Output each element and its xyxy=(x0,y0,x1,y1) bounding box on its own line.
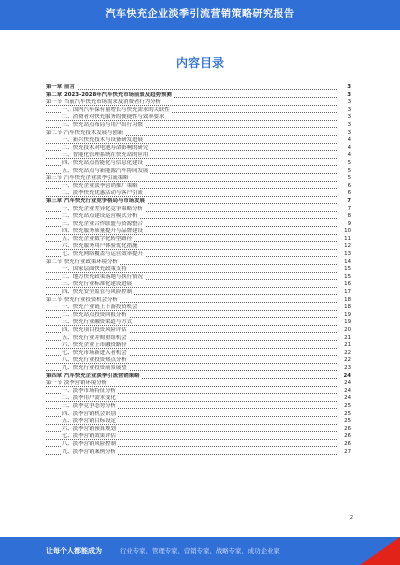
toc-entry-label: 二、快充站点建设运营模式分析 xyxy=(62,213,138,220)
toc-entry-page: 3 xyxy=(347,99,351,106)
toc-entry[interactable] xyxy=(46,198,351,206)
toc-entry-label: 一、国家层面快充政策支持 xyxy=(62,266,127,273)
toc-entry-page: 7 xyxy=(347,205,351,212)
toc-entry-page: 7 xyxy=(347,197,351,204)
toc-entry-page: 11 xyxy=(344,235,351,242)
toc-entry[interactable] xyxy=(46,319,351,327)
toc-entry[interactable] xyxy=(46,107,351,115)
toc-entry[interactable] xyxy=(46,395,351,403)
toc-entry-label: 三、快充行业融资渠道与方式 xyxy=(62,319,133,326)
toc-entry[interactable] xyxy=(46,168,351,176)
toc-entry-label: 六、快充企业上市融资路径 xyxy=(62,342,127,349)
toc-entry[interactable] xyxy=(46,411,351,419)
toc-entry-page: 4 xyxy=(347,137,351,144)
toc-entry-label: 第一节 当前汽车快充市场需求及消费者行为分析 xyxy=(46,99,161,106)
page-number: 2 xyxy=(349,515,353,521)
report-header-bar xyxy=(0,0,400,30)
toc-entry[interactable] xyxy=(46,213,351,221)
toc-entry-page: 17 xyxy=(344,289,351,296)
footer-slogan: 让每个人都能成为 xyxy=(46,547,102,555)
toc-heading: 内容目录 xyxy=(175,56,224,70)
toc-entry[interactable] xyxy=(46,266,351,274)
toc-entry-page: 3 xyxy=(347,121,351,128)
toc-entry-label: 第二节 汽车快充技术发展与创新 xyxy=(46,129,124,136)
toc-entry-label: 五、快充站点与新能源汽车协同发展 xyxy=(62,167,149,174)
toc-entry-label: 九、快充行业投资前景展望 xyxy=(62,364,127,371)
toc-entry-label: 四、淡季营销机会识别 xyxy=(62,410,116,417)
toc-entry-label: 七、快充网络覆盖与运营效率提升 xyxy=(62,251,143,258)
toc-entry-page: 5 xyxy=(347,159,351,166)
toc-entry-page: 13 xyxy=(344,251,351,258)
toc-entry-page: 21 xyxy=(344,334,351,341)
toc-entry-page: 5 xyxy=(347,167,351,174)
toc-entry[interactable] xyxy=(46,251,351,259)
toc-entry-page: 24 xyxy=(344,387,351,394)
toc-entry-label: 二、淡季快充优惠活动与客户引流 xyxy=(62,190,143,197)
toc-entry[interactable] xyxy=(46,312,351,320)
toc-entry[interactable] xyxy=(46,175,351,183)
toc-entry-label: 四、快充安全监管与风险控制 xyxy=(62,289,133,296)
toc-dot-leader xyxy=(46,84,337,90)
toc-entry[interactable] xyxy=(46,304,351,312)
toc-entry[interactable] xyxy=(46,183,351,191)
toc-entry-label: 八、快充行业投资热点分析 xyxy=(62,357,127,364)
toc-entry[interactable] xyxy=(46,236,351,244)
toc-entry-page: 18 xyxy=(344,296,351,303)
toc-entry-page: 14 xyxy=(344,258,351,265)
toc-entry[interactable] xyxy=(46,418,351,426)
toc-entry[interactable] xyxy=(46,130,351,138)
toc-entry[interactable] xyxy=(46,137,351,145)
toc-entry-label: 五、淡季营销目标设定 xyxy=(62,418,116,425)
toc-entry-page: 26 xyxy=(344,433,351,440)
toc-entry[interactable] xyxy=(46,441,351,449)
toc-entry-label: 一、快充企业差异化竞争策略分析 xyxy=(62,205,143,212)
toc-entry[interactable] xyxy=(46,92,351,100)
toc-entry-label: 一、快充产业链上下游投资机会 xyxy=(62,304,138,311)
toc-entry[interactable] xyxy=(46,206,351,214)
toc-entry[interactable] xyxy=(46,289,351,297)
toc-entry-page: 16 xyxy=(344,281,351,288)
toc-entry-page: 3 xyxy=(347,106,351,113)
toc-entry-label: 三、智能化管理系统在快充站的应用 xyxy=(62,152,149,159)
toc-entry-label: 二、地方快充政策落地与执行情况 xyxy=(62,273,143,280)
toc-entry[interactable] xyxy=(46,449,351,457)
toc-entry-label: 第三节 汽车快充企业淡季引流策略 xyxy=(46,175,129,182)
toc-entry-label: 二、消费者对快充服务的便捷性与效率要求 xyxy=(62,114,165,121)
toc-entry-page: 3 xyxy=(347,91,351,98)
toc-entry-page: 10 xyxy=(344,228,351,235)
toc-entry-page: 19 xyxy=(344,311,351,318)
toc-entry-label: 六、淡季营销预算规划 xyxy=(62,425,116,432)
toc-entry-label: 第三节 快充行业投资机会分析 xyxy=(46,296,118,303)
toc-entry-label: 三、快充行业标准化建设进展 xyxy=(62,281,133,288)
toc-entry-label: 九、淡季营销案例分析 xyxy=(62,448,116,455)
toc-entry-label: 三、淡季竞争态势分析 xyxy=(62,402,116,409)
toc-entry[interactable] xyxy=(46,152,351,160)
toc-entry-label: 四、快充站点智能化与信息化建设 xyxy=(62,159,143,166)
toc-entry-label: 第一章 前言 xyxy=(46,84,75,90)
toc-entry-label: 第二章 2023-2028年汽车快充市场前景及趋势预测 xyxy=(46,91,172,98)
toc-entry-page: 9 xyxy=(347,220,351,227)
toc-entry-label: 一、国内汽车保有量增长与快充需求的关联性 xyxy=(62,106,170,113)
toc-entry-page: 3 xyxy=(347,84,351,90)
toc-entry-label: 一、新兴快充技术与设备研发进展 xyxy=(62,137,143,144)
toc-entry-label: 一、淡季市场特征分析 xyxy=(62,387,116,394)
toc-entry-page: 24 xyxy=(343,372,351,379)
toc-entry[interactable] xyxy=(46,426,351,434)
toc-entry[interactable] xyxy=(46,365,351,373)
toc-entry-page: 25 xyxy=(344,418,351,425)
toc-entry[interactable] xyxy=(46,228,351,236)
toc-entry-page: 4 xyxy=(347,144,351,151)
toc-entry[interactable] xyxy=(46,342,351,350)
toc-entry-page: 24 xyxy=(344,395,351,402)
toc-entry-label: 第二节 快充行业政策环境分析 xyxy=(46,258,118,265)
footer-tags: 行业专家、管理专家、营销专家、战略专家、成功企业家 xyxy=(120,547,280,555)
toc-entry-page: 20 xyxy=(344,327,351,333)
toc-entry-page: 22 xyxy=(344,349,351,356)
toc-entry-label: 二、快充站点投资回报分析 xyxy=(62,311,127,318)
footer-red-corner xyxy=(360,537,400,565)
toc-entry-page: 15 xyxy=(344,266,351,273)
toc-entry[interactable] xyxy=(46,297,351,305)
toc-entry-page: 23 xyxy=(344,364,351,371)
toc-entry-page: 19 xyxy=(344,319,351,326)
toc-entry-page: 27 xyxy=(344,448,351,455)
toc-entry[interactable] xyxy=(46,122,351,130)
toc-entry-page: 6 xyxy=(347,182,351,189)
toc-entry[interactable] xyxy=(46,403,351,411)
toc-entry-label: 四、快充服务质量提升与品牌建设 xyxy=(62,228,143,235)
toc-entry[interactable] xyxy=(46,433,351,441)
table-of-contents xyxy=(46,84,351,456)
toc-entry-label: 六、快充服务用户体验优化措施 xyxy=(62,243,138,250)
toc-entry-page: 22 xyxy=(344,357,351,364)
toc-entry-label: 一、快充企业淡季营销推广策略 xyxy=(62,182,138,189)
toc-entry-page: 24 xyxy=(344,380,351,387)
toc-entry-page: 3 xyxy=(347,114,351,121)
toc-entry-label: 第一节 淡季营销环境分析 xyxy=(46,380,108,387)
toc-entry-page: 8 xyxy=(347,213,351,220)
toc-entry[interactable] xyxy=(46,380,351,388)
toc-entry[interactable] xyxy=(46,221,351,229)
toc-entry-page: 26 xyxy=(344,440,351,447)
toc-entry-label: 三、快充站点布局与用户出行习惯 xyxy=(62,121,143,128)
toc-entry-label: 二、快充技术对电池寿命影响的研究 xyxy=(62,144,149,151)
toc-entry-page: 3 xyxy=(347,129,351,136)
toc-entry-label: 七、淡季营销效果评估 xyxy=(62,433,116,440)
toc-entry[interactable] xyxy=(46,114,351,122)
toc-entry[interactable] xyxy=(46,373,351,381)
toc-entry[interactable] xyxy=(46,335,351,343)
toc-entry-page: 4 xyxy=(347,152,351,159)
toc-entry-label: 二、淡季用户需求变化 xyxy=(62,395,116,402)
toc-entry[interactable] xyxy=(46,327,351,335)
toc-entry-page: 21 xyxy=(344,342,351,349)
toc-entry[interactable] xyxy=(46,259,351,267)
toc-entry-label: 三、快充企业合作联盟与资源整合 xyxy=(62,220,143,227)
toc-entry-page: 6 xyxy=(347,190,351,197)
toc-entry-page: 25 xyxy=(344,410,351,417)
toc-entry-page: 25 xyxy=(344,402,351,409)
toc-entry[interactable] xyxy=(46,160,351,168)
toc-entry-label: 七、快充市场新进入者机会 xyxy=(62,349,127,356)
toc-entry[interactable] xyxy=(46,145,351,153)
toc-entry[interactable] xyxy=(46,243,351,251)
toc-entry[interactable] xyxy=(46,388,351,396)
toc-entry-page: 18 xyxy=(344,304,351,311)
toc-entry-page: 26 xyxy=(344,425,351,432)
toc-entry-page: 12 xyxy=(344,243,351,250)
toc-entry[interactable] xyxy=(46,84,351,92)
toc-entry-label: 第三章 汽车快充行业竞争格局与市场发展 xyxy=(46,197,145,204)
toc-entry[interactable] xyxy=(46,357,351,365)
toc-entry[interactable] xyxy=(46,274,351,282)
toc-entry[interactable] xyxy=(46,99,351,107)
toc-entry[interactable] xyxy=(46,281,351,289)
toc-entry-label: 五、快充企业数字化转型路径 xyxy=(62,235,133,242)
toc-entry-label: 四、快充项目投资风险评估 xyxy=(62,327,127,333)
toc-entry-label: 五、快充行业并购重组机会 xyxy=(62,334,127,341)
toc-entry-label: 第四章 汽车快充企业淡季引流营销策略 xyxy=(46,372,140,379)
toc-entry-page: 5 xyxy=(347,175,351,182)
toc-entry-label: 八、淡季营销风险控制 xyxy=(62,440,116,447)
toc-entry[interactable] xyxy=(46,350,351,358)
footer-bar xyxy=(0,537,400,565)
report-title: 汽车快充企业淡季引流营销策略研究报告 xyxy=(105,9,295,20)
toc-entry[interactable] xyxy=(46,190,351,198)
toc-entry-page: 15 xyxy=(344,273,351,280)
